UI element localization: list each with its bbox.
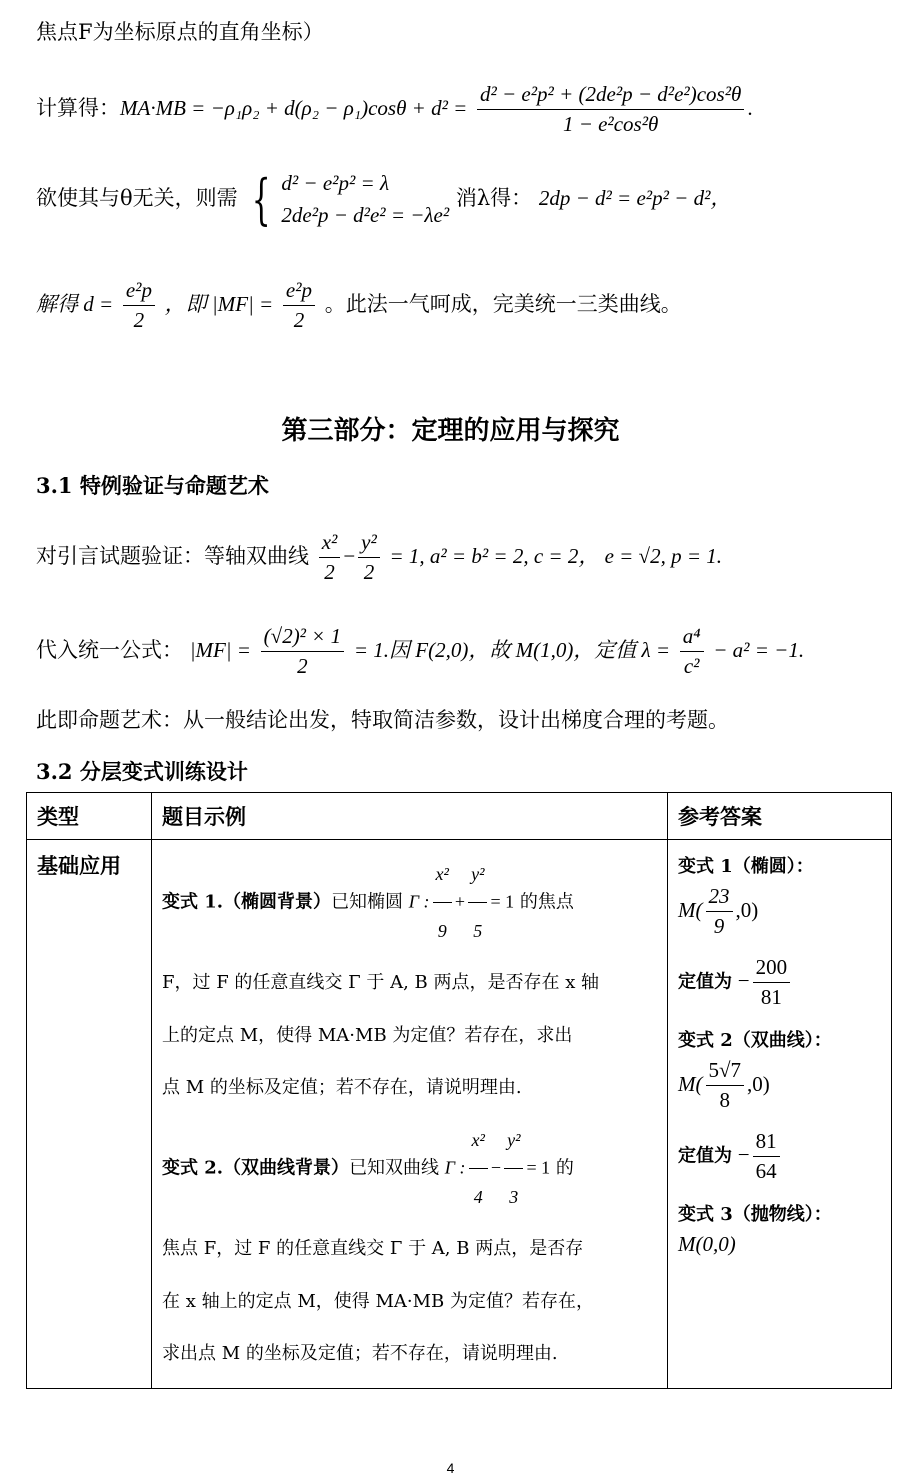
ex2-intro: 已知双曲线 [349, 1157, 440, 1179]
ex1-f2-num: y² [468, 848, 487, 903]
solve-den-2: 2 [293, 308, 305, 333]
ex1-curve-rhs: = 1 [490, 891, 515, 912]
ex2-frac-1 [469, 1114, 488, 1223]
ex1-frac-1 [433, 848, 452, 957]
system-eq-1: d² − e²p² = λ [281, 171, 390, 195]
verify-frac-2 [358, 530, 380, 585]
equation-system [281, 168, 449, 231]
row-type: 基础应用 [27, 840, 152, 1389]
ans1-val-num: 200 [753, 955, 791, 983]
system-eq-2: 2de²p − d²e² = −λe² [281, 202, 450, 227]
ans1-val-den: 81 [760, 985, 782, 1009]
substitute-line [36, 624, 804, 679]
ans2-point [678, 1058, 881, 1113]
art-line: 此即命题艺术：从一般结论出发，特取简洁参数，设计出梯度合理的考题。 [36, 708, 729, 732]
ex2-f1-num: x² [469, 1114, 488, 1169]
calc-numerator: d² − e²p² + (2de²p − d²e²)cos²θ [477, 82, 744, 110]
text-line-1: 焦点F为坐标原点的直角坐标） [36, 20, 324, 44]
calc-label: 计算得： [36, 96, 120, 121]
solve-num-1: e²p [123, 278, 155, 306]
ans1-val-label: 定值为 [678, 971, 732, 993]
calc-line: 计算得：MA·MB = −ρ₁ρ₂ + d(ρ₂ − ρ₁)cosθ + d² = $\frac{\text{d² − e²p² + (2de²p − d²e²)cos²θ}}{\text{1 − e²cos²θ}}$ . [36, 82, 753, 137]
solve-mid: ，即 |MF| = [164, 292, 274, 317]
verify-frac-1-den: 2 [324, 560, 335, 585]
ex1-curve-lhs: Γ : [408, 891, 430, 912]
ex2-f2-den: 3 [509, 1187, 519, 1208]
ex1-f2-den: 5 [473, 921, 483, 942]
sub-mid: = 1.因 F(2,0)，故 M(1,0)，定值 λ = [353, 638, 671, 663]
table-row [27, 840, 892, 1389]
ex1-tail: 的焦点 [519, 891, 574, 913]
verify-line: 对引言试题验证：等轴双曲线 $\frac{\text{x²}}{2}$ − $\frac{\text{y²}}{2}$ = 1, a² = b² = 2, c = 2， e = √2, p = 1. [36, 530, 723, 585]
sub-fraction [261, 624, 344, 679]
ans2-val-sign: − [737, 1142, 750, 1167]
ans1-point [678, 884, 881, 939]
sub-num: (√2)² × 1 [261, 624, 344, 652]
solve-fraction-2 [283, 278, 315, 333]
ex2-f2-num: y² [504, 1114, 523, 1169]
lambda-fraction [680, 624, 704, 679]
elim-text: 消λ得： [455, 186, 533, 210]
ex1-intro: 已知椭圆 [331, 891, 404, 913]
solve-suffix: 。此法一气呵成，完美统一三类曲线。 [324, 292, 682, 317]
ex1-title: 变式 1.（椭圆背景） [162, 891, 332, 913]
header-answer: 参考答案 [668, 793, 892, 840]
ans2-val-num: 81 [753, 1129, 780, 1157]
ex1-line-4: 点 M 的坐标及定值；若不存在，请说明理由. [162, 1076, 522, 1098]
sub-den: 2 [297, 654, 308, 679]
header-example: 题目示例 [152, 793, 668, 840]
section-title: 第三部分：定理的应用与探究 [281, 416, 620, 446]
left-brace: { [252, 167, 271, 231]
verify-frac-2-num: y² [358, 530, 380, 558]
ex1-line-2: F，过 F 的任意直线交 Γ 于 A, B 两点，是否存在 x 轴 [162, 972, 600, 994]
ans1-title: 变式 1（椭圆）： [678, 856, 814, 877]
ex2-curve-lhs: Γ : [444, 1157, 466, 1178]
ans2-title: 变式 2（双曲线）： [678, 1030, 832, 1051]
ans1-m-suffix: ,0) [735, 898, 759, 922]
ex2-frac-2 [504, 1114, 523, 1223]
ex1-f1-num: x² [433, 848, 452, 903]
calc-lhs: MA·MB = −ρ₁ρ₂ + d(ρ₂ − ρ₁)cosθ + d² = [120, 96, 468, 121]
ans3-point: M(0,0) [678, 1232, 736, 1256]
subsection-3-2: 3.2 分层变式训练设计 [36, 759, 248, 784]
lambda-num: a⁴ [680, 624, 704, 652]
ex2-tail: 的 [555, 1157, 574, 1179]
solve-fraction-1 [123, 278, 155, 333]
ans2-m-frac [706, 1058, 745, 1113]
verify-frac-2-den: 2 [363, 560, 375, 585]
ex1-line-3: 上的定点 M，使得 MA·MB 为定值？若存在，求出 [162, 1024, 573, 1046]
calc-fraction [477, 82, 744, 137]
ans2-val-den: 64 [755, 1159, 777, 1183]
solution-line [36, 278, 682, 333]
ex2-curve-rhs: = 1 [526, 1157, 551, 1178]
calc-denominator: 1 − e²cos²θ [562, 112, 659, 137]
example-cell [152, 840, 668, 1389]
ans1-m-num: 23 [706, 884, 733, 912]
ex1-f1-den: 9 [437, 921, 447, 942]
solve-num-2: e²p [283, 278, 315, 306]
ex2-line-1: 变式 2.（双曲线背景）已知双曲线 Γ : $\frac{\text{x²}}{4}$ − $\frac{\text{y²}}{3}$ = 1 的 [162, 1114, 657, 1223]
subsection-3-1: 3.1 特例验证与命题艺术 [36, 473, 269, 498]
ans1-val-frac [753, 955, 791, 1010]
ex2-line-3: 在 x 轴上的定点 M，使得 MA·MB 为定值？若存在， [162, 1290, 594, 1312]
ans1-m-den: 9 [713, 914, 725, 938]
solve-prefix: 解得 d = [36, 292, 114, 317]
indep-prefix: 欲使其与θ无关，则需 [36, 186, 238, 210]
ex1-frac-2 [468, 848, 487, 957]
independence-line [36, 168, 731, 231]
verify-suffix: = 1, a² = b² = 2, c = 2， e = √2, p = 1. [389, 544, 723, 569]
sub-mf: |MF| = [189, 638, 251, 663]
ans1-value [678, 955, 881, 1010]
sub-prefix: 代入统一公式： [36, 638, 183, 663]
ex2-f1-den: 4 [473, 1187, 483, 1208]
answer-cell [668, 840, 892, 1389]
page-number: 4 [446, 1460, 455, 1476]
ans2-val-frac [753, 1129, 780, 1184]
elim-equation: 2dp − d² = e²p² − d²， [538, 186, 732, 210]
ans2-m-den: 8 [719, 1088, 731, 1112]
ex2-line-4: 求出点 M 的坐标及定值；若不存在，请说明理由. [162, 1342, 558, 1364]
verify-frac-1 [319, 530, 341, 585]
ex2-title: 变式 2.（双曲线背景） [162, 1157, 350, 1179]
verify-frac-1-num: x² [319, 530, 341, 558]
header-type: 类型 [27, 793, 152, 840]
ans2-m-prefix: M( [678, 1072, 703, 1096]
ans3-title: 变式 3（抛物线）： [678, 1204, 832, 1225]
lambda-den: c² [683, 654, 700, 679]
verify-prefix: 对引言试题验证：等轴双曲线 [36, 544, 309, 569]
ans1-m-frac [706, 884, 733, 939]
ans2-m-suffix: ,0) [747, 1072, 770, 1096]
ans1-val-sign: − [737, 968, 750, 993]
ans1-m-prefix: M( [678, 898, 703, 922]
ex2-line-2: 焦点 F，过 F 的任意直线交 Γ 于 A, B 两点，是否存 [162, 1238, 584, 1260]
ex1-line-1: 变式 1.（椭圆背景）已知椭圆 Γ : $\frac{\text{x²}}{9}$ + $\frac{\text{y²}}{5}$ = 1 的焦点 [162, 848, 657, 957]
table-header-row [27, 793, 892, 840]
solve-den-1: 2 [133, 308, 145, 333]
ans2-m-num: 5√7 [706, 1058, 745, 1086]
ans2-value [678, 1129, 881, 1184]
sub-end: − a² = −1. [713, 638, 805, 663]
exercise-table [26, 792, 892, 1389]
ans2-val-label: 定值为 [678, 1145, 732, 1167]
